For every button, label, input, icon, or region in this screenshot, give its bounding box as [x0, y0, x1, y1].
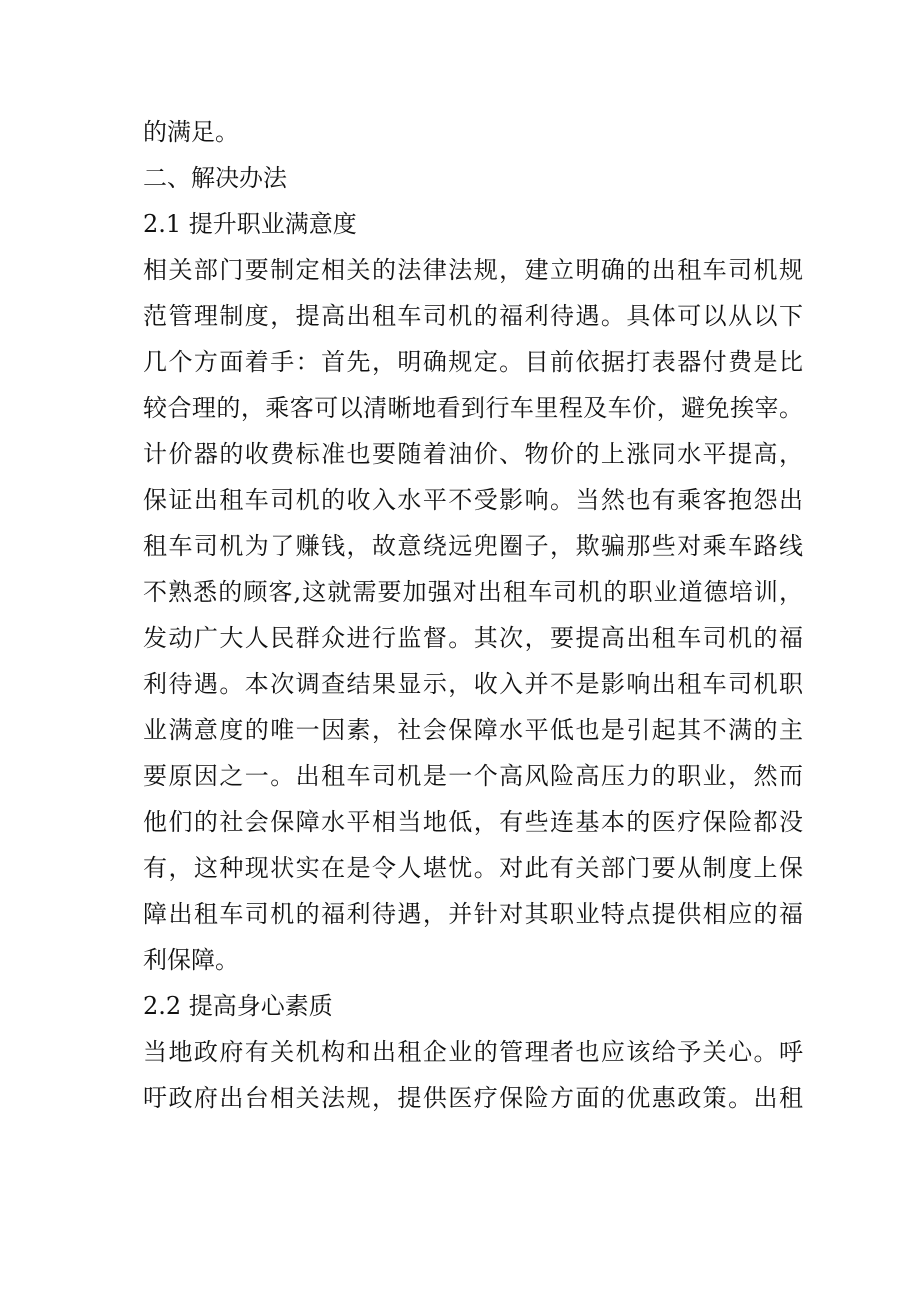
paragraph-line: 障出租车司机的福利待遇，并针对其职业特点提供相应的福 — [143, 900, 803, 928]
paragraph-line: 计价器的收费标准也要随着油价、物价的上涨同水平提高， — [143, 440, 803, 468]
paragraph-line: 租车司机为了赚钱，故意绕远兜圈子，欺骗那些对乘车路线 — [143, 532, 803, 560]
document-page — [143, 109, 803, 1121]
paragraph-line: 利待遇。本次调查结果显示，收入并不是影响出租车司机职 — [143, 670, 803, 698]
paragraph-line: 有，这种现状实在是令人堪忧。对此有关部门要从制度上保 — [143, 854, 803, 882]
paragraph-line: 较合理的，乘客可以清晰地看到行车里程及车价，避免挨宰。 — [143, 394, 803, 422]
section-heading: 二、解决办法 — [143, 164, 287, 192]
paragraph-line: 几个方面着手：首先，明确规定。目前依据打表器付费是比 — [143, 348, 803, 376]
subsection-heading: 2.1 提升职业满意度 — [143, 210, 357, 238]
paragraph-line: 他们的社会保障水平相当地低，有些连基本的医疗保险都没 — [143, 808, 803, 836]
paragraph-line: 的满足。 — [143, 118, 239, 146]
paragraph — [143, 247, 803, 983]
paragraph-line: 业满意度的唯一因素，社会保障水平低也是引起其不满的主 — [143, 716, 803, 744]
paragraph-line: 要原因之一。出租车司机是一个高风险高压力的职业，然而 — [143, 762, 803, 790]
paragraph-line: 不熟悉的顾客,这就需要加强对出租车司机的职业道德培训， — [143, 578, 803, 606]
paragraph-line: 相关部门要制定相关的法律法规，建立明确的出租车司机规 — [143, 256, 803, 284]
paragraph — [143, 1029, 803, 1121]
paragraph-line: 保证出租车司机的收入水平不受影响。当然也有乘客抱怨出 — [143, 486, 803, 514]
paragraph-line: 利保障。 — [143, 946, 239, 974]
paragraph-line: 吁政府出台相关法规，提供医疗保险方面的优惠政策。出租 — [143, 1084, 803, 1112]
paragraph-line: 范管理制度，提高出租车司机的福利待遇。具体可以从以下 — [143, 302, 803, 330]
paragraph-line: 发动广大人民群众进行监督。其次，要提高出租车司机的福 — [143, 624, 803, 652]
subsection-heading: 2.2 提高身心素质 — [143, 992, 333, 1020]
paragraph-line: 当地政府有关机构和出租企业的管理者也应该给予关心。呼 — [143, 1038, 803, 1066]
